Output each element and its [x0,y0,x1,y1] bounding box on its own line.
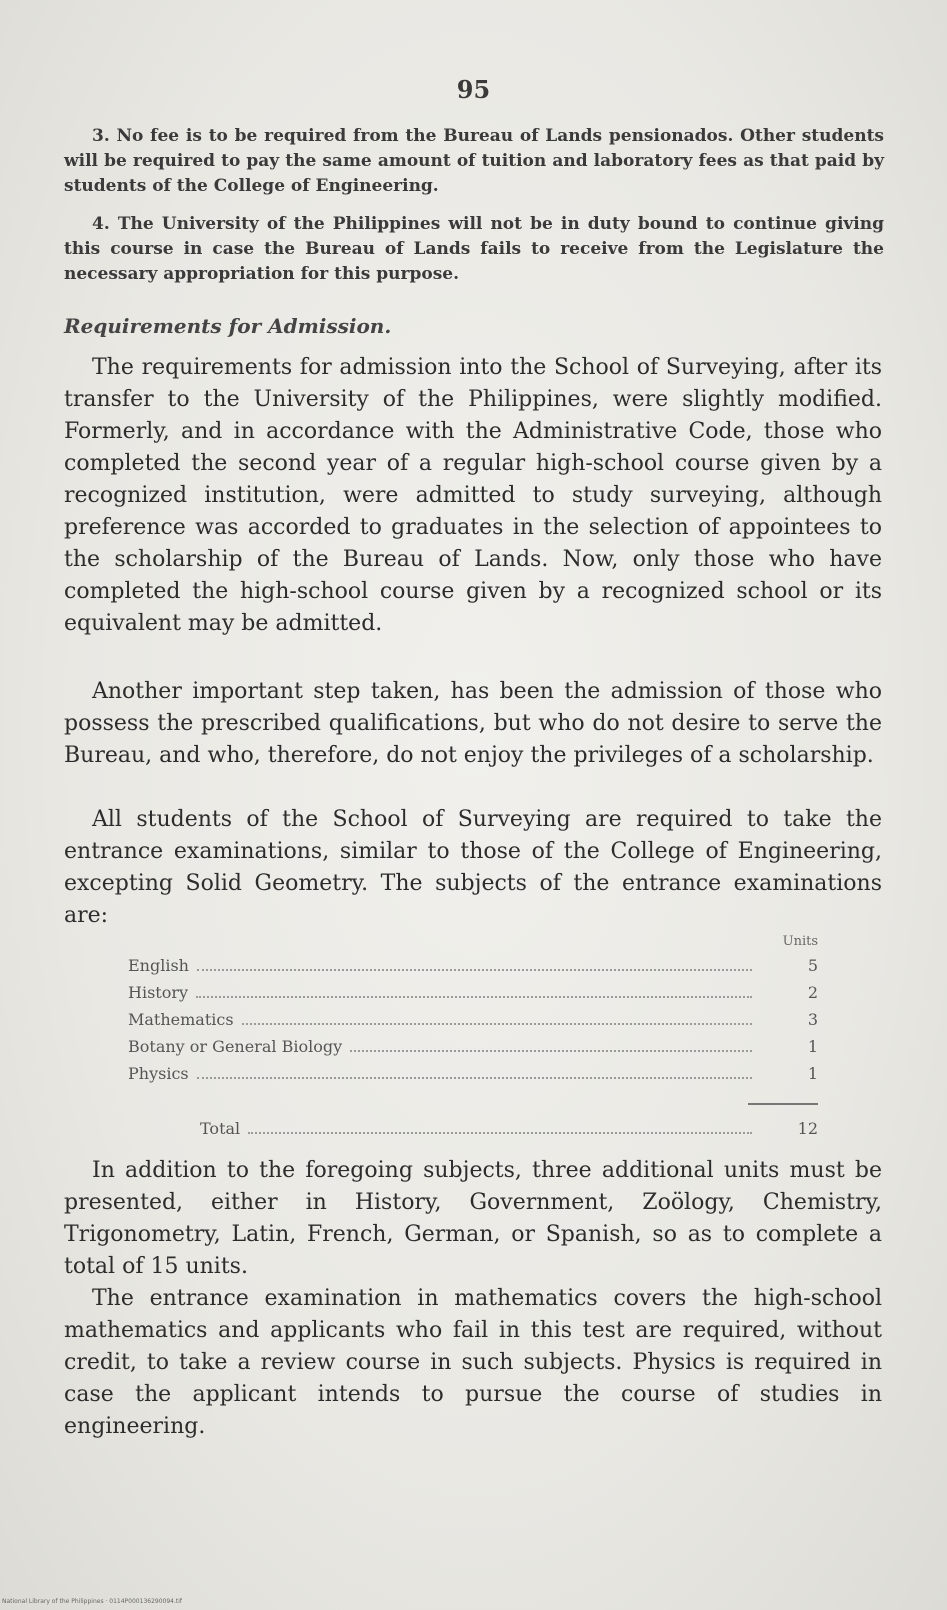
units-value: 3 [807,1010,818,1029]
table-row [128,979,818,1006]
page-number: 95 [456,75,491,104]
paragraph-entrance-exams: All students of the School of Surveying are required to take the entrance examinations, similar to those of the College of Engineering, excepting Solid Geometry. The subjects of the entrance examinations are: [64,807,882,928]
units-header: Units [782,934,818,949]
units-value: 1 [807,1064,818,1083]
table-row [128,1006,818,1033]
units-table [128,932,818,1142]
section-heading: Requirements for Admission. [64,314,392,338]
note-4: 4. The University of the Philippines will not be in duty bound to continue giving this course in case the Bureau of Lands fails to receive from the Legislature the necessary appropriation for this purpose. [64,214,884,284]
subject-label: Mathematics [128,1010,234,1029]
paragraph-admission-step: Another important step taken, has been the admission of those who possess the prescribed qualifications, but who do not desire to serve the Bureau, and who, therefore, do not enjoy the privileges of a scholarship. [64,679,882,768]
total-value: 12 [797,1119,818,1138]
paragraph-additional-units: In addition to the foregoing subjects, three additional units must be presented, either in History, Government, Zoölogy, Chemistry, Trigonometry, Latin, French, German, or Spanish, so as to complete a total of 15 units. [64,1158,882,1279]
leader-dots [196,996,752,998]
total-label: Total [200,1119,241,1138]
note-3: 3. No fee is to be required from the Bureau of Lands pensionados. Other students will be required to pay the same amount of tuition and laboratory fees as that paid by students of the College of Engineering. [64,126,884,196]
paragraph-requirements: The requirements for admission into the School of Surveying, after its transfer to the University of the Philippines, were slightly modified. Formerly, and in accordance with the Administrative Code, those who completed the second year of a regular high-school course given by a recognized institution, were admitted to study surveying, although preference was accorded to graduates in the selection of appointees to the scholarship of the Bureau of Lands. Now, only those who have completed the high-school course given by a recognized school or its equivalent may be admitted. [64,355,882,636]
units-value: 1 [807,1037,818,1056]
subject-label: History [128,983,189,1002]
subject-label: Physics [128,1064,189,1083]
units-value: 5 [807,956,818,975]
subject-label: Botany or General Biology [128,1037,343,1056]
leader-dots [350,1050,752,1052]
total-row [128,1115,818,1142]
leader-dots [242,1023,752,1025]
total-rule [748,1103,818,1105]
table-row [128,1033,818,1060]
paragraph-mathematics-exam: The entrance examination in mathematics covers the high-school mathematics and applicants who fail in this test are required, without credit, to take a review course in such subjects. Physics is required in case the applicant intends to pursue the course of studies in engineering. [64,1286,882,1439]
leader-dots [248,1132,752,1134]
units-value: 2 [807,983,818,1002]
table-row [128,1060,818,1087]
table-row [128,952,818,979]
subject-label: English [128,956,189,975]
leader-dots [197,1077,752,1079]
scan-footer: National Library of the Philippines · 0114P000136290094.tif [2,1598,183,1605]
leader-dots [197,969,752,971]
